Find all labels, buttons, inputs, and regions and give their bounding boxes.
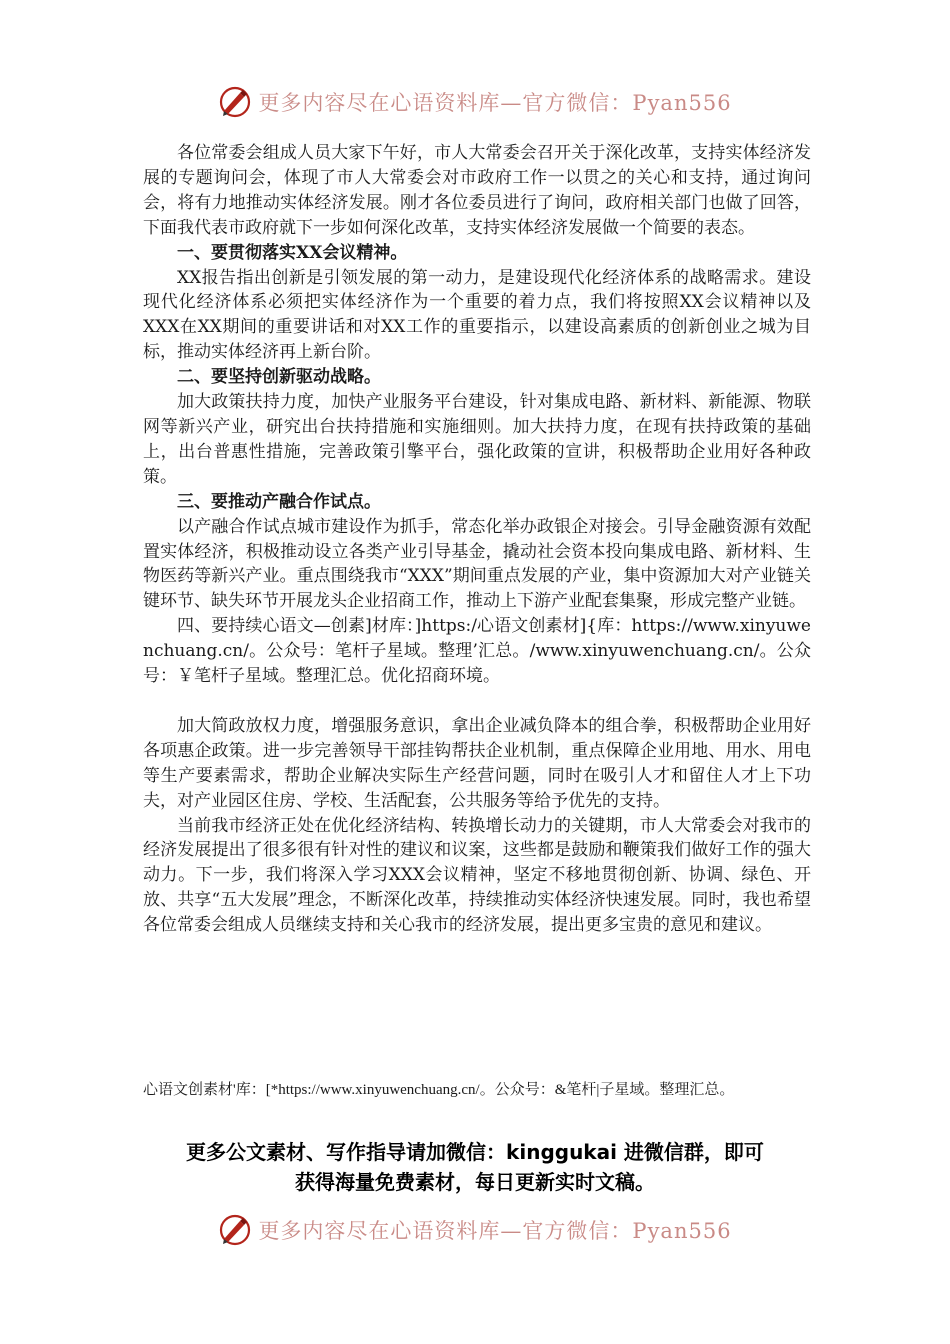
footer-banner [0,1210,950,1250]
paragraph-spacer [143,689,811,714]
banner-text: 更多内容尽在心语资料库—官方微信：Pyan556 [258,1219,732,1243]
section-heading-1: 一、要贯彻落实XX会议精神。 [177,242,408,263]
section-paragraph-4: 四、要持续心语文—创素]材库：]https:/心语文创素材]{库：https://www.xinyuwenchuang.cn/。公众号：笔杆子星域。整理’汇总。/www.xinyuwenchuang.cn/。公众号：￥笔杆子星域。整理汇总。优化招商环境。 [143,616,811,687]
pen-logo-icon [218,85,252,119]
promo-block [100,1137,850,1197]
section-paragraph-2: 加大政策扶持力度，加快产业服务平台建设，针对集成电路、新材料、新能源、物联网等新兴产业，研究出台扶持措施和实施细则。加大扶持力度，在现有扶持政策的基础上，出台普惠性措施，完善政策引擎平台，强化政策的宣讲，积极帮助企业用好各种政策。 [143,392,811,487]
banner-text: 更多内容尽在心语资料库—官方微信：Pyan556 [258,91,732,115]
intro-paragraph: 各位常委会组成人员大家下午好，市人大常委会召开关于深化改革，支持实体经济发展的专题询问会，体现了市人大常委会对市政府工作一以贯之的关心和支持，通过询问会，将有力地推动实体经济发展。刚才各位委员进行了询问，政府相关部门也做了回答，下面我代表市政府就下一步如何深化改革，支持实体经济发展做一个简要的表态。 [143,143,811,238]
source-line: 心语文创素材'库：[*https://www.xinyuwenchuang.cn/。公众号：&笔杆|子星域。整理汇总。 [143,1082,735,1098]
pen-logo-icon [218,1213,252,1247]
promo-line-1: 更多公文素材、写作指导请加微信：kinggukai 进微信群，即可 [186,1140,764,1164]
closing-paragraph: 当前我市经济正处在优化经济结构、转换增长动力的关键期，市人大常委会对我市的经济发展提出了很多很有针对性的建议和议案，这些都是鼓励和鞭策我们做好工作的强大动力。下一步，我们将深入学习XXX会议精神，坚定不移地贯彻创新、协调、绿色、开放、共享“五大发展”理念，不断深化改革，持续推动实体经济快速发展。同时，我也希望各位常委会组成人员继续支持和关心我市的经济发展，提出更多宝贵的意见和建议。 [143,815,811,936]
header-banner [0,82,950,122]
section-paragraph-3: 以产融合作试点城市建设作为抓手，常态化举办政银企对接会。引导金融资源有效配置实体经济，积极推动设立各类产业引导基金，撬动社会资本投向集成电路、新材料、生物医药等新兴产业。重点围绕我市“XXX”期间重点发展的产业，集中资源加大对产业链关键环节、缺失环节开展龙头企业招商工作，推动上下游产业配套集聚，形成完整产业链。 [143,516,811,612]
section-paragraph-5: 加大简政放权力度，增强服务意识，拿出企业减负降本的组合拳，积极帮助企业用好各项惠企政策。进一步完善领导干部挂钩帮扶企业机制，重点保障企业用地、用水、用电等生产要素需求，帮助企业解决实际生产经营问题，同时在吸引人才和留住人才上下功夫，对产业园区住房、学校、生活配套，公共服务等给予优先的支持。 [143,715,811,811]
document-body [143,141,811,938]
section-heading-3: 三、要推动产融合作试点。 [177,491,381,512]
section-paragraph-1: XX报告指出创新是引领发展的第一动力，是建设现代化经济体系的战略需求。建设现代化经济体系必须把实体经济作为一个重要的着力点，我们将按照XX会议精神以及XXX在XX期间的重要讲话和对XX工作的重要指示，以建设高素质的创新创业之城为目标，推动实体经济再上新台阶。 [143,267,811,363]
promo-line-2: 获得海量免费素材，每日更新实时文稿。 [295,1170,655,1194]
section-heading-2: 二、要坚持创新驱动战略。 [177,367,381,388]
